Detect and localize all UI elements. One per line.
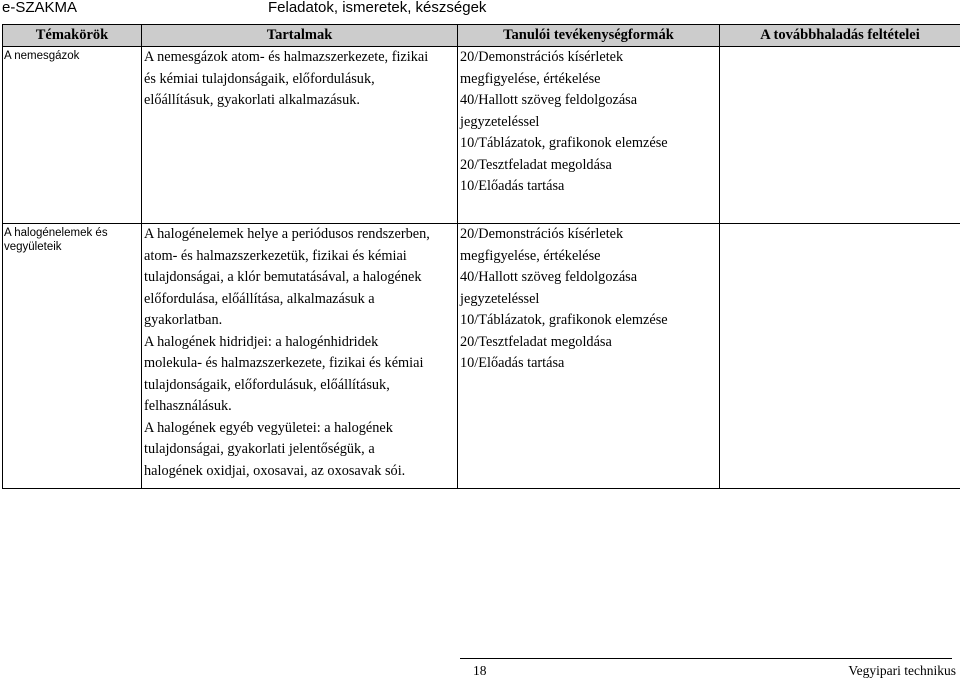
content-line: A halogének hidridjei: a halogénhidridek: [144, 333, 379, 350]
activity-line: 40/Hallott szöveg feldolgozása: [460, 92, 638, 108]
column-header-conditions: A továbbhaladás feltételei: [720, 25, 960, 47]
content-line: A halogénelemek helye a periódusos rendszerben,: [144, 226, 430, 242]
column-header-activities: Tanulói tevékenységformák: [458, 25, 720, 47]
activity-cell: [458, 47, 720, 224]
content-line: tulajdonságai, gyakorlati jelentőségük, a: [144, 441, 375, 457]
content-line: felhasználásuk.: [144, 398, 232, 414]
condition-cell: [720, 47, 960, 224]
activity-line: 20/Demonstrációs kísérletek: [460, 226, 624, 242]
activity-line: jegyzeteléssel: [460, 113, 540, 130]
content-cell: [142, 224, 458, 489]
content-line: molekula- és halmazszerkezete, fizikai és kémiai: [144, 355, 424, 371]
document-header: [0, 0, 960, 20]
activity-line: 10/Táblázatok, grafikonok elemzése: [460, 135, 668, 151]
topic-cell: [3, 47, 142, 224]
activity-line: 40/Hallott szöveg feldolgozása: [460, 269, 638, 285]
content-line: előfordulása, előállítása, alkalmazásuk a: [144, 290, 375, 307]
footer-profession: Vegyipari technikus: [848, 663, 956, 678]
column-header-contents: Tartalmak: [142, 25, 458, 47]
app-name: e-SZAKMA: [2, 0, 78, 16]
curriculum-table: [2, 24, 960, 489]
document-title: Feladatok, ismeretek, készségek: [268, 0, 487, 16]
content-line: A nemesgázok atom- és halmazszerkezete, fizikai: [144, 49, 429, 65]
activity-line: 20/Tesztfeladat megoldása: [460, 333, 612, 350]
condition-cell: [720, 224, 960, 489]
activity-line: 20/Demonstrációs kísérletek: [460, 49, 624, 65]
activity-line: jegyzeteléssel: [460, 290, 540, 307]
content-line: halogének oxidjai, oxosavai, az oxosavak sói.: [144, 462, 406, 479]
content-line: tulajdonságaik, előfordulásuk, előállításuk,: [144, 376, 390, 393]
topic-text: vegyületeik: [4, 241, 62, 253]
activity-line: 10/Előadás tartása: [460, 178, 565, 194]
topic-cell: [3, 224, 142, 489]
content-line: A halogének egyéb vegyületei: a halogének: [144, 419, 393, 436]
topic-text: A nemesgázok: [4, 50, 80, 62]
activity-line: megfigyelése, értékelése: [460, 70, 601, 87]
activity-cell: [458, 224, 720, 489]
content-line: tulajdonságai, a klór bemutatásával, a halogének: [144, 269, 422, 285]
content-line: előállításuk, gyakorlati alkalmazásuk.: [144, 92, 360, 108]
activity-line: 10/Táblázatok, grafikonok elemzése: [460, 312, 668, 328]
table-header-row: [3, 25, 960, 47]
activity-line: 20/Tesztfeladat megoldása: [460, 156, 612, 173]
column-header-topics: Témakörök: [3, 25, 142, 47]
page-number: 18: [473, 663, 487, 678]
topic-text: A halogénelemek és: [4, 227, 108, 239]
activity-line: megfigyelése, értékelése: [460, 247, 601, 264]
content-line: és kémiai tulajdonságaik, előfordulásuk,: [144, 70, 375, 87]
content-line: atom- és halmazszerkezetük, fizikai és kémiai: [144, 247, 407, 264]
footer-divider: [460, 658, 952, 659]
content-cell: [142, 47, 458, 224]
content-line: gyakorlatban.: [144, 312, 223, 328]
activity-line: 10/Előadás tartása: [460, 355, 565, 371]
table-row: [3, 47, 960, 224]
table-row: [3, 224, 960, 489]
